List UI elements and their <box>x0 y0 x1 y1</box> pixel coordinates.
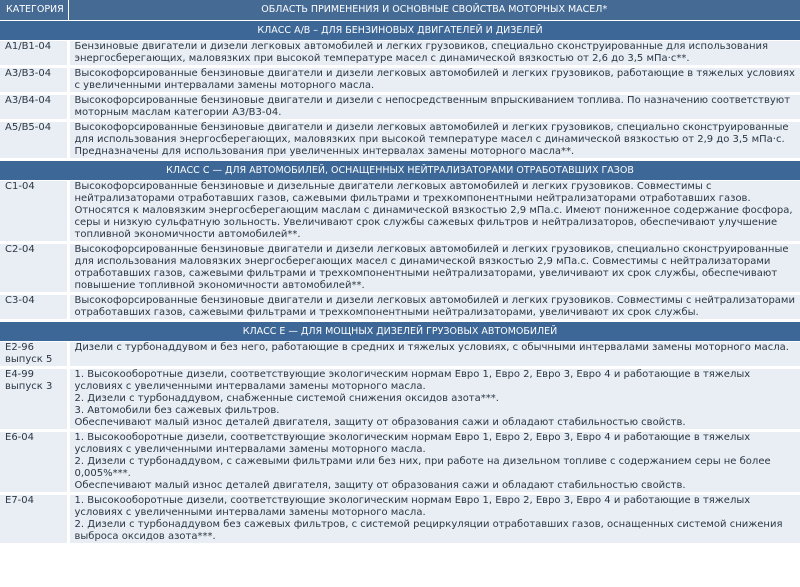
category-cell <box>0 494 68 545</box>
description-line: 1. Высокооборотные дизели, соответствующие экологическим нормам Евро 1, Евро 2, Евро 3, Евро 4 и работающие в тяжелых условиях с увеличенными интервалами замены моторного масла. <box>74 369 751 392</box>
category-code: выпуск 3 <box>5 381 53 392</box>
category-cell <box>0 94 68 121</box>
description-cell <box>68 494 800 545</box>
description-line: Обеспечивают малый износ деталей двигателя, защиту от образования сажи и обладают стабильностью свойств. <box>74 480 686 491</box>
description-line: Высокофорсированные бензиновые двигатели и дизели легковых автомобилей и легких грузовиков. Совместимы с нейтрализаторами отработавших газов, сажевыми фильтрами и трехкомпонентными нейтрализаторами, увеличивают их срок службы. <box>74 295 795 318</box>
category-cell <box>0 431 68 494</box>
description-line: 2. Дизели с турбонаддувом, с сажевыми фильтрами или без них, при работе на дизельном топливе с содержанием серы не более 0,005%***. <box>74 456 771 479</box>
description-cell <box>68 368 800 431</box>
category-cell <box>0 181 68 243</box>
description-line: Высокофорсированные бензиновые двигатели и дизели с непосредственным впрыскиванием топлива. По назначению соответствуют моторным маслам категории А3/В3-04. <box>74 95 791 118</box>
category-cell <box>0 368 68 431</box>
section-title: КЛАСС Е — ДЛЯ МОЩНЫХ ДИЗЕЛЕЙ ГРУЗОВЫХ АВТОМОБИЛЕЙ <box>0 321 800 342</box>
section-title: КЛАСС С — ДЛЯ АВТОМОБИЛЕЙ, ОСНАЩЕННЫХ НЕЙТРАЛИЗАТОРАМИ ОТРАБОТАВШИХ ГАЗОВ <box>0 160 800 181</box>
table-body <box>0 21 800 545</box>
table-row <box>0 243 800 294</box>
category-cell <box>0 294 68 321</box>
category-cell <box>0 243 68 294</box>
description-line: Высокофорсированные бензиновые и дизельные двигатели легковых автомобилей и легких грузовиков. Совместимы с нейтрализаторами отработавших газов, сажевыми фильтрами и трехкомпонентными нейтрализаторами отработавших газов. Относятся к маловязким энергосберегающим маслам с динамической вязкостью 2,9 мПа.с. Имеют пониженное содержание фосфора, серы и низкую сульфатную зольность. Увеличивают срок службы сажевых фильтров и нейтрализаторов, обеспечивают улучшение топливной экономичности автомобилей**. <box>74 181 793 240</box>
category-cell <box>0 121 68 160</box>
category-column-header: КАТЕГОРИЯ <box>0 0 68 21</box>
description-cell <box>68 41 800 67</box>
description-line: 1. Высокооборотные дизели, соответствующие экологическим нормам Евро 1, Евро 2, Евро 3, Евро 4 и работающие в тяжелых условиях с увеличенными интервалами замены моторного масла. <box>74 495 751 518</box>
category-code: E4-99 <box>5 369 35 380</box>
description-line: 2. Дизели с турбонаддувом без сажевых фильтров, с системой рециркуляции отработавших газов, оснащенных системой снижения выброса оксидов азота***. <box>74 519 783 542</box>
description-line: Высокофорсированные бензиновые двигатели и дизели легковых автомобилей и легких грузовиков, работающие в тяжелых условиях с увеличенными интервалами замены моторного масла. <box>74 68 795 91</box>
category-code: C2-04 <box>5 244 35 255</box>
category-code: A5/B5-04 <box>5 122 52 133</box>
section-header-row <box>0 21 800 41</box>
section-title: КЛАСС A/B – ДЛЯ БЕНЗИНОВЫХ ДВИГАТЕЛЕЙ И ДИЗЕЛЕЙ <box>0 21 800 41</box>
description-cell <box>68 294 800 321</box>
description-cell <box>68 67 800 94</box>
category-code: выпуск 5 <box>5 354 53 365</box>
description-line: Обеспечивают малый износ деталей двигателя, защиту от образования сажи и обладают стабильностью свойств. <box>74 417 686 428</box>
category-code: C3-04 <box>5 295 35 306</box>
description-line: Высокофорсированные бензиновые двигатели и дизели легковых автомобилей и легких грузовиков, специально сконструированные для использования энергосберегающих, маловязких при высокой температуре масел с динамической вязкостью от 2,9 до 3,5 мПа·с. Предназначены для использования при увеличенных интервалах замены моторного масла**. <box>74 122 789 157</box>
table-row <box>0 67 800 94</box>
section-header-row <box>0 160 800 181</box>
description-cell <box>68 94 800 121</box>
description-cell <box>68 243 800 294</box>
description-cell <box>68 121 800 160</box>
category-code: A3/B3-04 <box>5 68 52 79</box>
section-header-row <box>0 321 800 342</box>
category-cell <box>0 67 68 94</box>
description-column-header: ОБЛАСТЬ ПРИМЕНЕНИЯ И ОСНОВНЫЕ СВОЙСТВА МОТОРНЫХ МАСЕЛ* <box>68 0 800 21</box>
table-row <box>0 181 800 243</box>
category-cell <box>0 41 68 67</box>
description-line: 3. Автомобили без сажевых фильтров. <box>74 405 280 416</box>
description-cell <box>68 431 800 494</box>
description-line: Дизели с турбонаддувом и без него, работающие в средних и тяжелых условиях, с обычными интервалами замены моторного масла. <box>74 342 789 353</box>
table-row <box>0 368 800 431</box>
description-cell <box>68 181 800 243</box>
category-code: E6-04 <box>5 432 35 443</box>
table-row <box>0 41 800 67</box>
category-code: E2-96 <box>5 342 35 353</box>
category-code: E7-04 <box>5 495 35 506</box>
description-line: Высокофорсированные бензиновые двигатели и дизели легковых автомобилей и легких грузовиков, специально сконструированные для использования маловязких энергосберегающих масел с динамической вязкостью 2,9 мПа.с. Совместимы с нейтрализаторами отработавших газов, сажевыми фильтрами и трехкомпонентными нейтрализаторами, увеличивают их срок службы, обеспечивают повышение топливной экономичности автомобилей**. <box>74 244 789 291</box>
description-cell <box>68 342 800 368</box>
table-row <box>0 94 800 121</box>
table-row <box>0 294 800 321</box>
category-code: C1-04 <box>5 181 35 192</box>
category-cell <box>0 342 68 368</box>
description-line: Бензиновые двигатели и дизели легковых автомобилей и легких грузовиков, специально сконструированные для использования энергосберегающих, маловязких при высокой температуре масел с динамической вязкостью от 2,6 до 3,5 мПа·с**. <box>74 41 768 64</box>
category-code: A3/B4-04 <box>5 95 52 106</box>
header-row <box>0 0 800 21</box>
description-line: 2. Дизели с турбонаддувом, снабженные системой снижения оксидов азота***. <box>74 393 499 404</box>
table-row <box>0 121 800 160</box>
table-row <box>0 431 800 494</box>
table-row <box>0 342 800 368</box>
description-line: 1. Высокооборотные дизели, соответствующие экологическим нормам Евро 1, Евро 2, Евро 3, Евро 4 и работающие в тяжелых условиях с увеличенными интервалами замены моторного масла. <box>74 432 751 455</box>
table-row <box>0 494 800 545</box>
category-code: A1/B1-04 <box>5 41 52 52</box>
